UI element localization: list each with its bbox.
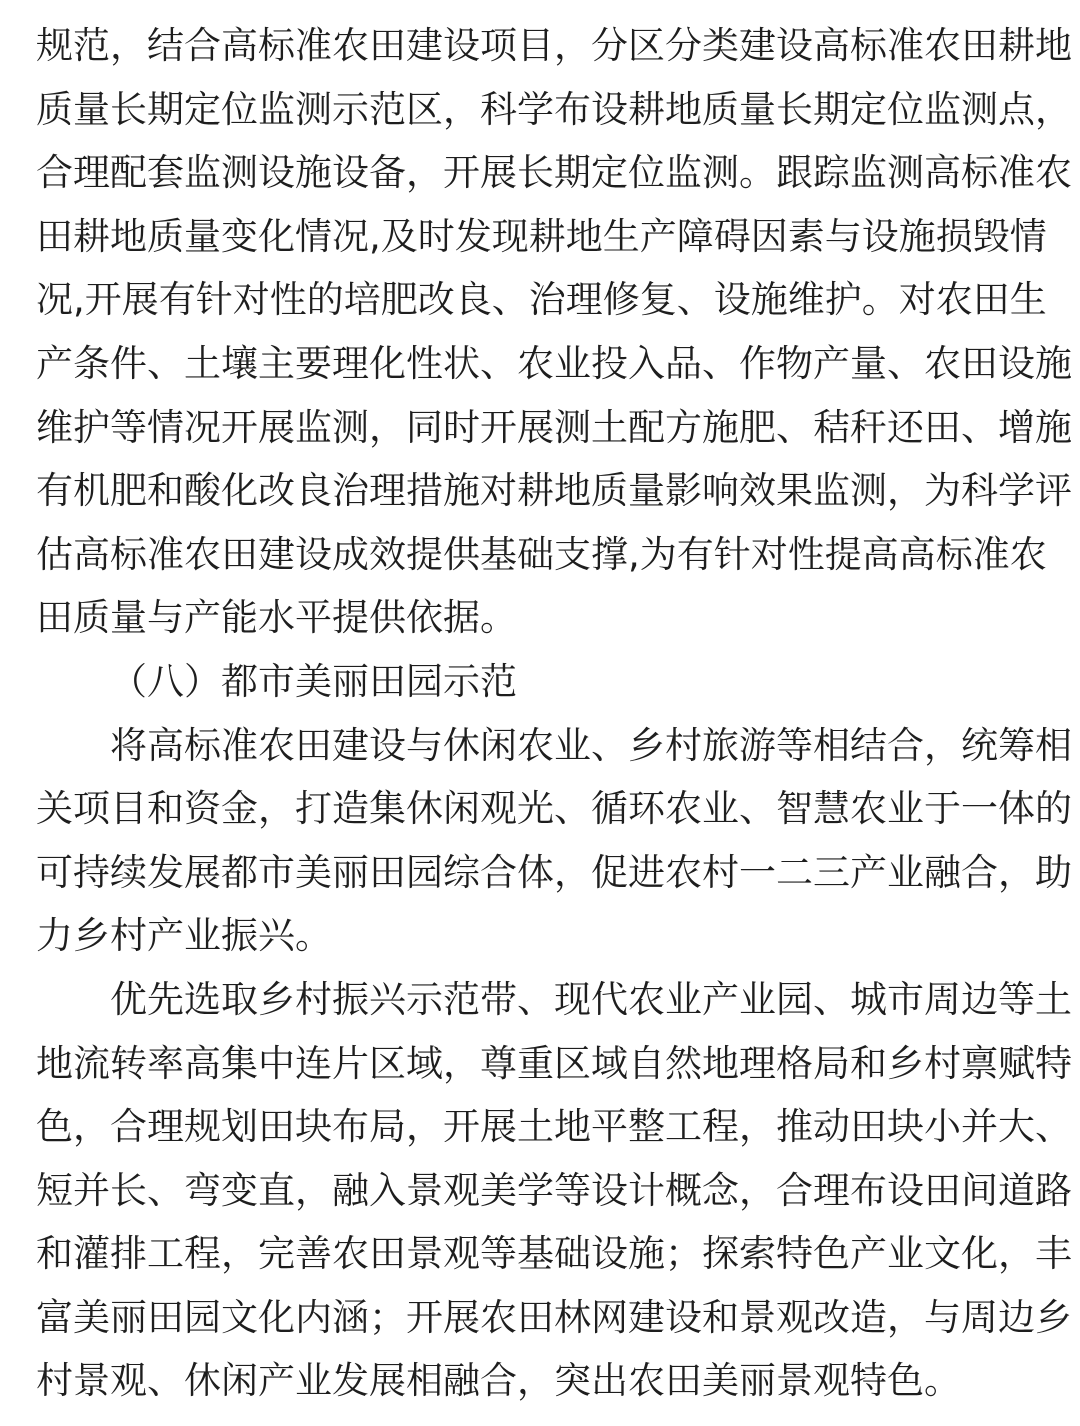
paragraph-site-selection (36, 968, 1072, 1413)
text-line: 村景观、休闲产业发展相融合，突出农田美丽景观特色。 (36, 1359, 961, 1403)
text-line: 田耕地质量变化情况,及时发现耕地生产障碍因素与设施损毁情 (36, 214, 1047, 258)
text-line: 地流转率高集中连片区域，尊重区域自然地理格局和乡村禀赋特 (36, 1041, 1072, 1085)
text-line: 优先选取乡村振兴示范带、现代农业产业园、城市周边等土 (110, 977, 1072, 1021)
section-heading: （八）都市美丽田园示范 (110, 659, 517, 703)
text-line: 维护等情况开展监测，同时开展测土配方施肥、秸秆还田、增施 (36, 405, 1072, 449)
text-line: 关项目和资金，打造集休闲观光、循环农业、智慧农业于一体的 (36, 787, 1072, 831)
text-line: 短并长、弯变直，融入景观美学等设计概念，合理布设田间道路 (36, 1168, 1072, 1212)
text-line: 况,开展有针对性的培肥改良、治理修复、设施维护。对农田生 (36, 278, 1047, 322)
text-line: 将高标准农田建设与休闲农业、乡村旅游等相结合，统筹相 (110, 723, 1072, 767)
text-line: 质量长期定位监测示范区，科学布设耕地质量长期定位监测点， (36, 87, 1072, 131)
text-line: 合理配套监测设施设备，开展长期定位监测。跟踪监测高标准农 (36, 151, 1072, 195)
text-line: 可持续发展都市美丽田园综合体，促进农村一二三产业融合，助 (36, 850, 1072, 894)
text-line: 产条件、土壤主要理化性状、农业投入品、作物产量、农田设施 (36, 341, 1072, 385)
text-line: 力乡村产业振兴。 (36, 914, 332, 958)
text-line: 和灌排工程，完善农田景观等基础设施；探索特色产业文化，丰 (36, 1232, 1072, 1276)
text-line: 估高标准农田建设成效提供基础支撑,为有针对性提高高标准农 (36, 532, 1047, 576)
paragraph-monitoring (36, 14, 1072, 650)
document-page (36, 14, 1072, 1413)
text-line: 田质量与产能水平提供依据。 (36, 596, 517, 640)
text-line: 色，合理规划田块布局，开展土地平整工程，推动田块小并大、 (36, 1105, 1072, 1149)
text-line: 有机肥和酸化改良治理措施对耕地质量影响效果监测，为科学评 (36, 469, 1072, 513)
text-line: 富美丽田园文化内涵；开展农田林网建设和景观改造，与周边乡 (36, 1295, 1072, 1339)
paragraph-integration (36, 714, 1072, 968)
text-line: 规范，结合高标准农田建设项目，分区分类建设高标准农田耕地 (36, 24, 1072, 67)
